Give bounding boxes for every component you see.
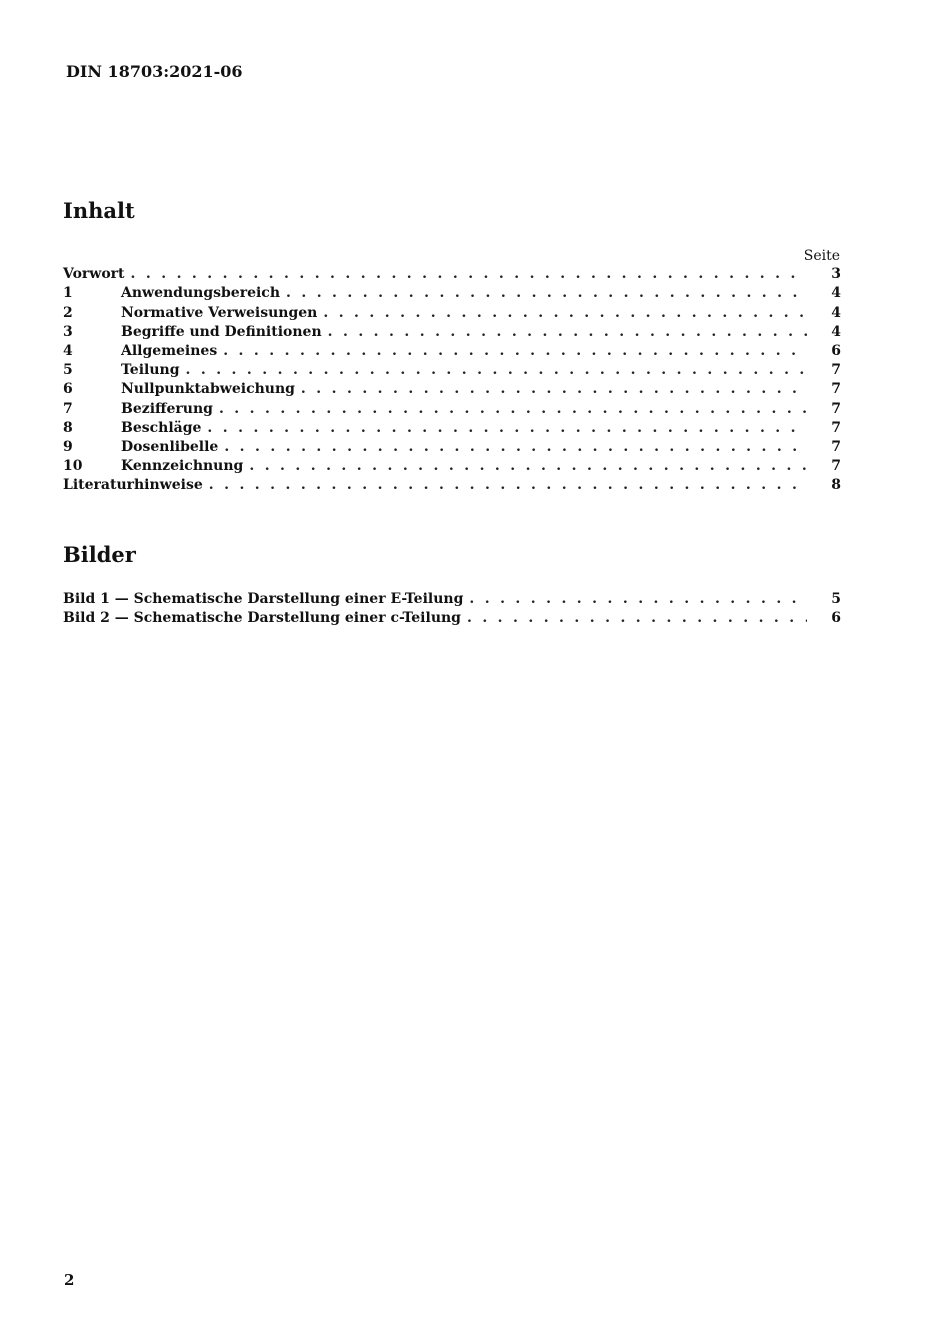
- toc-entry-page: 4: [831, 323, 841, 340]
- toc-entry-title: Literaturhinweise: [63, 477, 203, 494]
- dot-leader: [207, 420, 807, 437]
- dot-leader: [286, 285, 807, 302]
- table-of-contents: [63, 264, 841, 494]
- toc-entry-title: Teilung: [121, 362, 180, 379]
- toc-entry-6[interactable]: [63, 379, 841, 398]
- figure-entry-page: 6: [831, 610, 841, 627]
- page-column-label: Seite: [803, 248, 840, 264]
- toc-entry-page: 4: [831, 285, 841, 302]
- dot-leader: [328, 324, 807, 341]
- toc-entry-number: 3: [63, 323, 73, 340]
- dot-leader: [219, 401, 807, 418]
- toc-entry-page: 4: [831, 304, 841, 321]
- toc-entry-3[interactable]: [63, 322, 841, 341]
- toc-entry-7[interactable]: [63, 398, 841, 417]
- dot-leader: [323, 305, 807, 322]
- toc-entry-page: 3: [831, 266, 841, 283]
- toc-entry-1[interactable]: [63, 283, 841, 302]
- toc-entry-number: 9: [63, 438, 73, 455]
- figure-entry-title: Bild 2 — Schematische Darstellung einer c-Teilung: [63, 610, 461, 627]
- toc-entry-number: 6: [63, 381, 73, 398]
- figure-entry-title: Bild 1 — Schematische Darstellung einer E-Teilung: [63, 591, 464, 608]
- toc-entry-number: 5: [63, 362, 73, 379]
- dot-leader: [186, 362, 807, 379]
- toc-entry-9[interactable]: [63, 437, 841, 456]
- contents-heading: Inhalt: [63, 198, 135, 223]
- figures-heading: Bilder: [63, 542, 136, 567]
- toc-entry-title: Kennzeichnung: [121, 458, 244, 475]
- toc-entry-number: 7: [63, 400, 73, 417]
- toc-entry-title: Normative Verweisungen: [121, 304, 318, 321]
- dot-leader: [224, 439, 807, 456]
- list-of-figures: [63, 589, 841, 627]
- toc-entry-number: 10: [63, 458, 83, 475]
- dot-leader: [223, 343, 807, 360]
- toc-entry-number: 2: [63, 304, 73, 321]
- toc-entry-4[interactable]: [63, 341, 841, 360]
- dot-leader: [131, 266, 807, 283]
- toc-entry-title: Anwendungsbereich: [121, 285, 280, 302]
- toc-entry-vorwort[interactable]: [63, 264, 841, 283]
- toc-entry-literaturhinweise[interactable]: [63, 475, 841, 494]
- toc-entry-page: 8: [831, 477, 841, 494]
- toc-entry-10[interactable]: [63, 456, 841, 475]
- toc-entry-title: Nullpunktabweichung: [121, 381, 295, 398]
- toc-entry-page: 7: [831, 381, 841, 398]
- figure-entry-1[interactable]: [63, 589, 841, 608]
- toc-entry-5[interactable]: [63, 360, 841, 379]
- dot-leader: [209, 477, 807, 494]
- toc-entry-2[interactable]: [63, 302, 841, 321]
- toc-entry-number: 1: [63, 285, 73, 302]
- figure-entry-2[interactable]: [63, 608, 841, 627]
- dot-leader: [249, 458, 807, 475]
- toc-entry-title: Beschläge: [121, 419, 202, 436]
- toc-entry-number: 4: [63, 342, 73, 359]
- dot-leader: [469, 591, 807, 608]
- figure-entry-page: 5: [831, 591, 841, 608]
- toc-entry-8[interactable]: [63, 418, 841, 437]
- dot-leader: [301, 381, 807, 398]
- page-number: 2: [64, 1271, 75, 1289]
- toc-entry-page: 6: [831, 342, 841, 359]
- toc-entry-title: Bezifferung: [121, 400, 213, 417]
- toc-entry-page: 7: [831, 362, 841, 379]
- toc-entry-title: Vorwort: [63, 266, 125, 283]
- document-code: DIN 18703:2021-06: [66, 62, 243, 81]
- dot-leader: [467, 610, 807, 627]
- toc-entry-title: Allgemeines: [121, 342, 218, 359]
- toc-entry-page: 7: [831, 458, 841, 475]
- toc-entry-title: Begriffe und Definitionen: [121, 323, 322, 340]
- toc-entry-page: 7: [831, 438, 841, 455]
- toc-entry-page: 7: [831, 400, 841, 417]
- toc-entry-number: 8: [63, 419, 73, 436]
- toc-entry-page: 7: [831, 419, 841, 436]
- toc-entry-title: Dosenlibelle: [121, 438, 219, 455]
